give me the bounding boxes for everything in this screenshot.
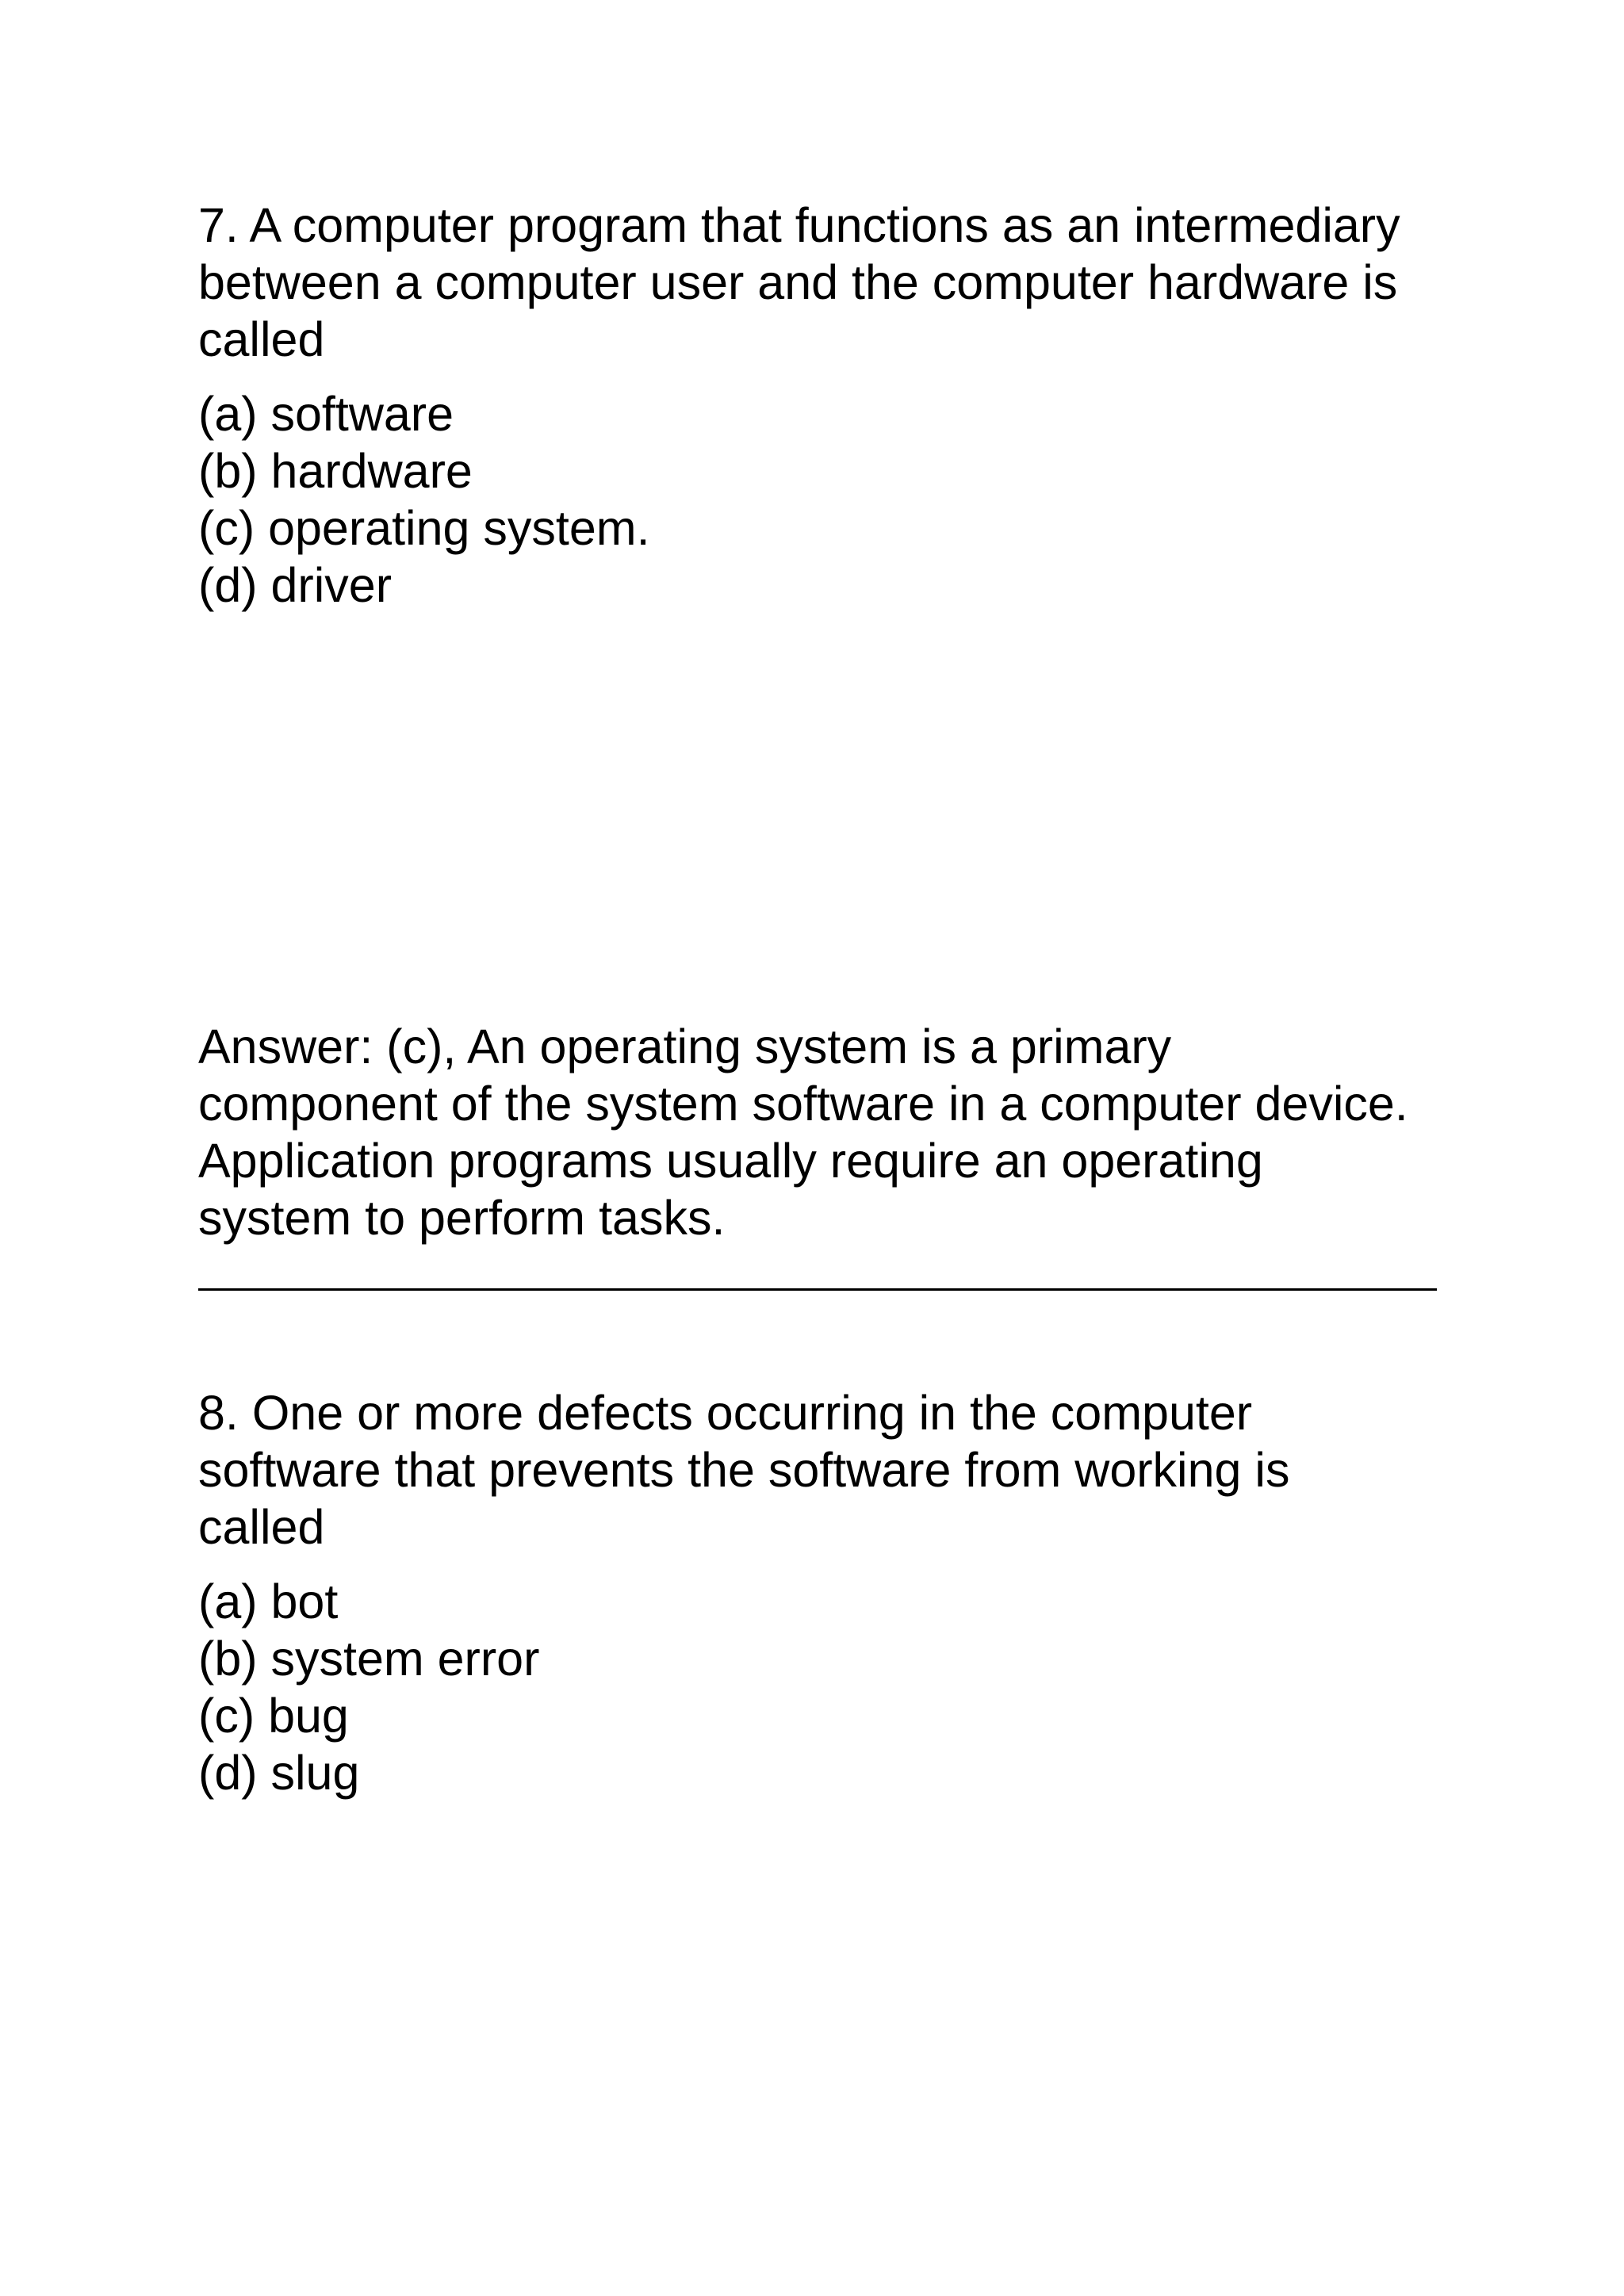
question-7-line-2: between a computer user and the computer hardware is xyxy=(198,255,1398,309)
answer-line-1: Answer: (c), An operating system is a primary xyxy=(198,1020,1172,1073)
answer-line-4: system to perform tasks. xyxy=(198,1191,726,1245)
question-7-answer xyxy=(198,1018,1435,1246)
question-8-line-1: 8. One or more defects occurring in the computer xyxy=(198,1386,1253,1440)
question-8-line-2: software that prevents the software from working is xyxy=(198,1443,1290,1497)
question-8-option-b: (b) system error xyxy=(198,1632,540,1686)
answer-line-2: component of the system software in a computer device. xyxy=(198,1077,1408,1131)
question-8-text xyxy=(198,1384,1435,1556)
question-7-line-3: called xyxy=(198,312,325,366)
question-7-text xyxy=(198,197,1435,368)
question-8-option-c: (c) bug xyxy=(198,1689,349,1743)
question-7-option-d: (d) driver xyxy=(198,558,393,612)
answer-line-3: Application programs usually require an operating xyxy=(198,1134,1263,1188)
question-7-line-1: 7. A computer program that functions as an intermediary xyxy=(198,198,1400,252)
question-8-options xyxy=(198,1573,1435,1801)
question-8-line-3: called xyxy=(198,1500,325,1554)
section-divider xyxy=(198,1288,1437,1291)
question-7-option-b: (b) hardware xyxy=(198,444,473,498)
question-7-options xyxy=(198,385,1435,614)
question-7-option-a: (a) software xyxy=(198,387,454,441)
document-page xyxy=(198,0,1435,2296)
question-8-option-a: (a) bot xyxy=(198,1575,339,1628)
question-8-option-d: (d) slug xyxy=(198,1746,360,1800)
question-7 xyxy=(198,197,1435,614)
question-8 xyxy=(198,1384,1435,1801)
question-7-option-c: (c) operating system. xyxy=(198,501,650,555)
